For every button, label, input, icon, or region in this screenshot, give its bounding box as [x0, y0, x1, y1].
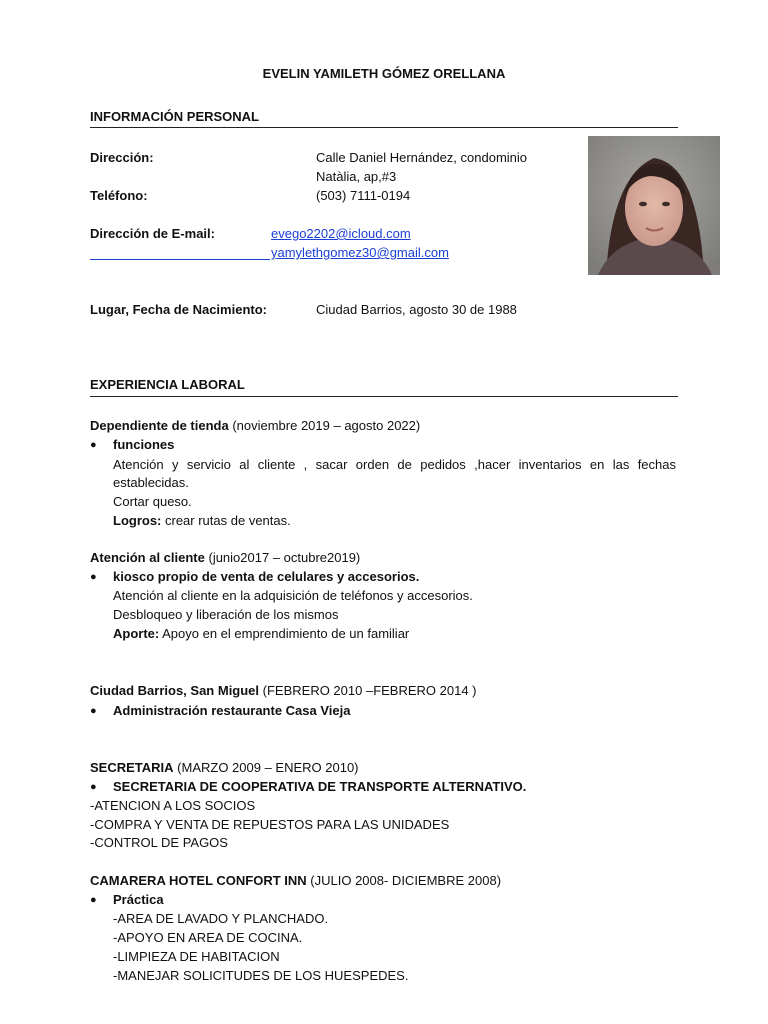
achievement-text: crear rutas de ventas.: [161, 513, 291, 528]
job-title: Atención al cliente: [90, 550, 205, 565]
portrait-illustration: [588, 136, 720, 275]
job-achievement: [113, 513, 291, 529]
email-label: Dirección de E-mail:: [90, 226, 215, 241]
job-title: Dependiente de tienda: [90, 418, 229, 433]
personal-info-heading: INFORMACIÓN PERSONAL: [90, 109, 259, 124]
job-description: Desbloqueo y liberación de los mismos: [113, 607, 339, 622]
job-task: -LIMPIEZA DE HABITACION: [113, 949, 280, 964]
bullet-icon: ●: [90, 894, 97, 906]
contribution-label: Aporte:: [113, 626, 160, 641]
job-task: -ATENCION A LOS SOCIOS: [90, 798, 256, 813]
bullet-icon: ●: [90, 705, 97, 717]
job-camarera: [90, 873, 501, 889]
job-title: SECRETARIA: [90, 760, 174, 775]
birth-label: Lugar, Fecha de Nacimiento:: [90, 302, 267, 317]
address-line2: Natàlia, ap,#3: [316, 169, 397, 184]
job-bullet: funciones: [113, 437, 175, 452]
email-link-gmail[interactable]: yamylethgomez30@gmail.com: [271, 245, 449, 260]
achievement-label: Logros:: [113, 513, 162, 528]
job-bullet: Práctica: [113, 892, 164, 907]
job-title: Ciudad Barrios, San Miguel: [90, 683, 260, 698]
job-description: Cortar queso.: [113, 494, 192, 509]
job-bullet: SECRETARIA DE COOPERATIVA DE TRANSPORTE ALTERNATIVO.: [113, 779, 527, 794]
job-title: CAMARERA HOTEL CONFORT INN: [90, 873, 307, 888]
profile-photo: [588, 136, 720, 275]
job-task: -APOYO EN AREA DE COCINA.: [113, 930, 303, 945]
candidate-name: EVELIN YAMILETH GÓMEZ ORELLANA: [262, 66, 506, 81]
contribution-text: Apoyo en el emprendimiento de un familiar: [159, 626, 410, 641]
job-dates: (MARZO 2009 – ENERO 2010): [173, 760, 359, 775]
experience-heading: EXPERIENCIA LABORAL: [90, 377, 245, 392]
phone-value: (503) 7111-0194: [316, 188, 411, 203]
birth-value: Ciudad Barrios, agosto 30 de 1988: [316, 302, 517, 317]
job-task: -MANEJAR SOLICITUDES DE LOS HUESPEDES.: [113, 968, 409, 983]
job-secretaria: [90, 760, 359, 776]
job-contribution: [113, 626, 409, 642]
section-divider: [90, 127, 678, 128]
job-dates: (junio2017 – octubre2019): [204, 550, 361, 565]
job-description: Atención al cliente en la adquisición de teléfonos y accesorios.: [113, 588, 473, 603]
email-link-icloud[interactable]: evego2202@icloud.com: [271, 226, 411, 241]
bullet-icon: ●: [90, 439, 97, 451]
job-atencion: [90, 550, 360, 566]
job-bullet: kiosco propio de venta de celulares y accesorios.: [113, 569, 420, 584]
job-dates: (FEBRERO 2010 –FEBRERO 2014 ): [259, 683, 477, 698]
job-dates: (noviembre 2019 – agosto 2022): [228, 418, 421, 433]
section-divider: [90, 396, 678, 397]
phone-label: Teléfono:: [90, 188, 148, 203]
job-task: -CONTROL DE PAGOS: [90, 835, 228, 850]
job-ciudad-barrios: [90, 683, 477, 699]
bullet-icon: ●: [90, 781, 97, 793]
job-bullet: Administración restaurante Casa Vieja: [113, 703, 351, 718]
job-task: -AREA DE LAVADO Y PLANCHADO.: [113, 911, 329, 926]
address-label: Dirección:: [90, 150, 154, 165]
job-description: establecidas.: [113, 475, 189, 490]
bullet-icon: ●: [90, 571, 97, 583]
email-underline: [90, 259, 270, 260]
job-dates: (JULIO 2008- DICIEMBRE 2008): [306, 873, 502, 888]
job-task: -COMPRA Y VENTA DE REPUESTOS PARA LAS UNIDADES: [90, 817, 450, 832]
address-line1: Calle Daniel Hernández, condominio: [316, 150, 528, 165]
job-description: Atención y servicio al cliente , sacar orden de pedidos ,hacer inventarios en las fechas: [113, 457, 676, 472]
job-dependiente: [90, 418, 420, 434]
